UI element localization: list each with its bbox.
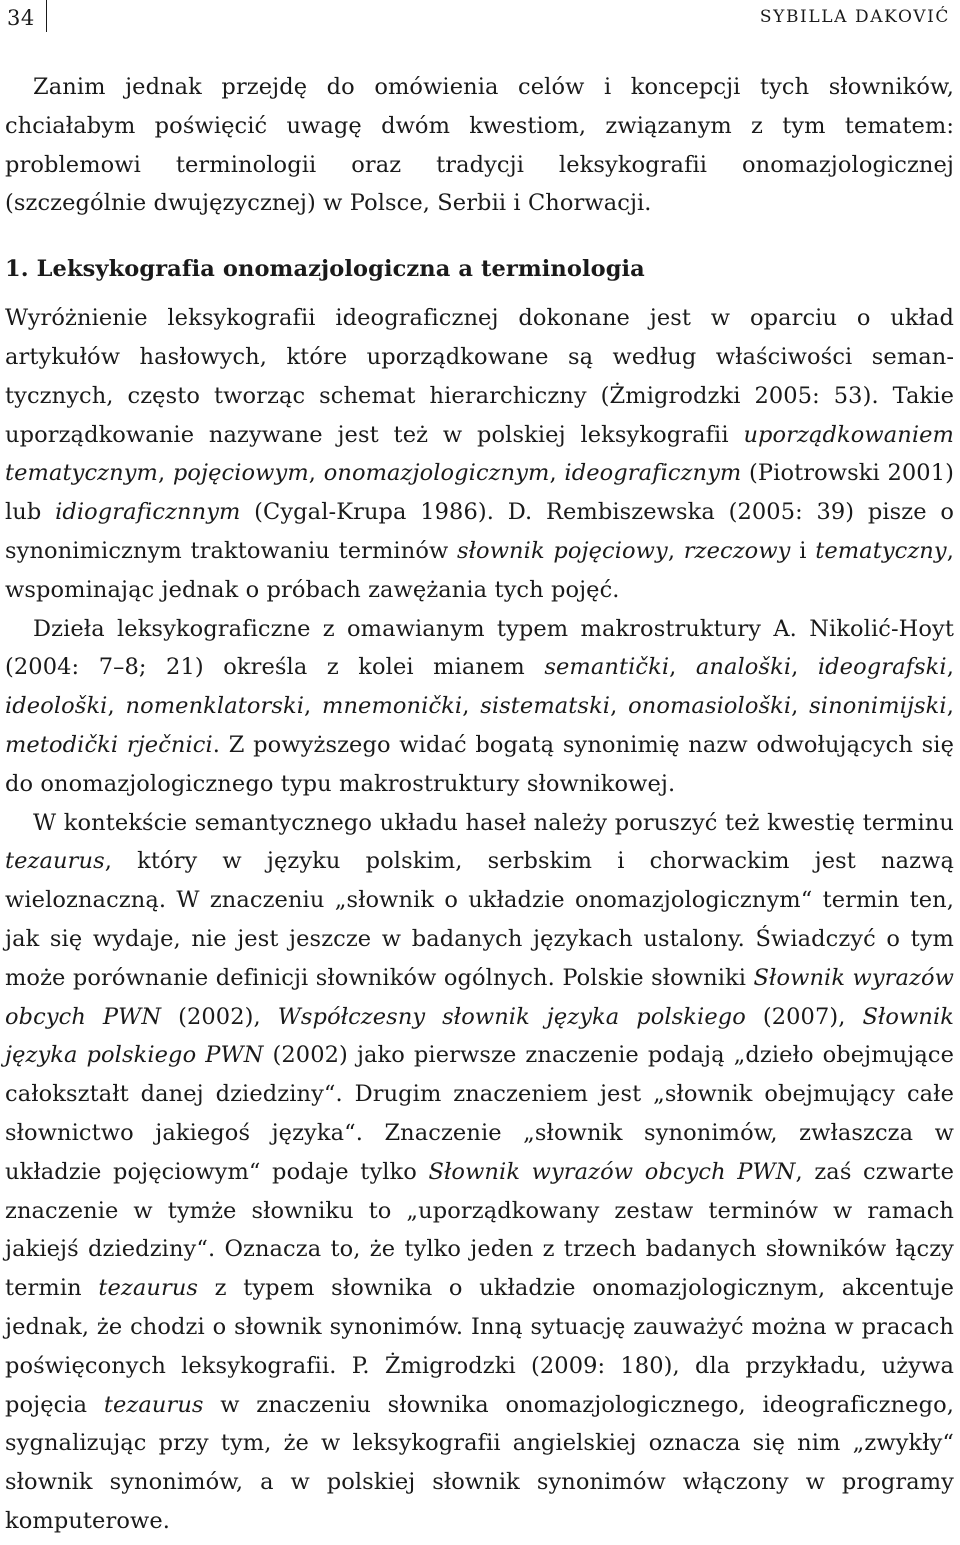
- italic-term: analoški: [695, 654, 792, 681]
- paragraph-2: Dzieła leksykograficzne z omawianym typem makrostruktury A. Nikolić-Hoyt (2004: 7–8; 21) określa z kolei mianem semantički, analoški, ideografski, ideološki, nomenklatorski, mnemonički, sistematski, onomasiološki, sinonimijski, metodički rječnici. Z powyższego widać bogatą synonimię nazw odwołujących się do onomazjologicznego typu makrostruktury słownikowej.: [5, 615, 954, 797]
- italic-term: sistematski: [480, 693, 611, 720]
- italic-term: słownik pojęciowy: [457, 537, 668, 564]
- italic-term: uporządkowaniem tematycznym: [5, 421, 954, 487]
- italic-term: tezaurus: [98, 1275, 199, 1302]
- italic-term: tematyczny: [815, 537, 947, 564]
- paragraph-1: Wyróżnienie leksykografii ideograficznej dokonane jest w oparciu o układ artykułów hasłowych, które uporządkowane są według właściwości semantycznych, często tworząc schemat hierarchiczny (Żmigrodzki 2005: 53). Takie uporządkowanie nazywane jest też w polskiej leksykografii uporządkowaniem tematycznym, pojęciowym, onomazjologicznym, ideograficznym (Piotrowski 2001) lub idiograficznnym (Cygal-Krupa 1986). D. Rembiszewska (2005: 39) pisze o synonimicznym traktowaniu terminów słownik pojęciowy, rzeczowy i tematyczny, wspominając jednak o próbach zawężania tych pojęć.: [5, 305, 954, 603]
- italic-term: onomazjologicznym: [323, 460, 550, 487]
- italic-term: mnemonički: [322, 693, 463, 720]
- italic-title: Słownik języka polskiego PWN: [5, 1003, 954, 1069]
- running-title-author: SYBILLA DAKOVIĆ: [759, 7, 950, 27]
- italic-term: tezaurus: [5, 848, 105, 875]
- italic-term: idiograficznnym: [55, 499, 241, 526]
- italic-term: semantički: [544, 654, 670, 681]
- italic-title: Słownik wyrazów obcych PWN: [5, 964, 954, 1030]
- running-head: [5, 0, 954, 40]
- header-divider: [46, 0, 47, 32]
- italic-term: ideografski: [817, 654, 947, 681]
- section-heading: 1. Leksykografia onomazjologiczna a terminologia: [5, 256, 645, 283]
- italic-term: rzeczowy: [683, 537, 791, 564]
- italic-term: sinonimijski: [809, 693, 947, 720]
- body-text: [5, 68, 954, 1541]
- intro-paragraph: Zanim jednak przejdę do omówienia celów i koncepcji tych słowników, chciałabym poświęcić uwagę dwóm kwestiom, związanym z tym tematem: problemowi terminologii oraz tradycji leksykografii onomazjologicznej (szczególnie dwujęzycznej) w Polsce, Serbii i Chorwacji.: [5, 74, 954, 217]
- paragraph-3: W kontekście semantycznego układu haseł należy poruszyć też kwestię terminu tezaurus, który w języku polskim, serbskim i chorwackim jest nazwą wieloznaczną. W znaczeniu „słownik o układzie onomazjologicznym“ termin ten, jak się wydaje, nie jest jeszcze w badanych językach ustalony. Świadczyć o tym może porównanie definicji słowników ogólnych. Polskie słowniki Słownik wyrazów obcych PWN (2002), Współczesny słownik języka polskiego (2007), Słownik języka polskiego PWN (2002) jako pierwsze znaczenie podają „dzieło obejmujące całokształt danej dziedziny“. Drugim znaczeniem jest „słownik obejmujący całe słownictwo jakiegoś języka“. Znaczenie „słownik synonimów, zwłaszcza w układzie pojęciowym“ podaje tylko Słownik wyrazów obcych PWN, zaś czwarte znaczenie w tymże słowniku to „uporządkowany zestaw terminów w ramach jakiejś dziedziny“. Oznacza to, że tylko jeden z trzech badanych słowników łączy termin tezaurus z typem słownika o układzie onomazjologicznym, akcentuje jednak, że chodzi o słownik synonimów. Inną sytuację zauważyć można w pracach poświęconych leksykografii. P. Żmigrodzki (2009: 180), dla przykładu, używa pojęcia tezaurus w znaczeniu słownika onomazjologicznego, ideograficznego, sygnalizując przy tym, że w leksykografii angielskiej oznacza się nim „zwykły“ słownik synonimów, a w polskiej słownik synonimów włączony w programy komputerowe.: [5, 809, 954, 1534]
- italic-term: tezaurus: [103, 1391, 204, 1418]
- italic-term: ideološki: [5, 693, 108, 720]
- italic-term: nomenklatorski: [125, 693, 305, 720]
- italic-term: ideograficznym: [564, 460, 742, 487]
- italic-term: metodički rječnici: [5, 731, 213, 758]
- italic-term: pojęciowym: [172, 460, 309, 487]
- italic-term: onomasiološki: [628, 693, 792, 720]
- page-number: 34: [7, 6, 35, 30]
- italic-title: Współczesny słownik języka polskiego: [277, 1003, 746, 1030]
- italic-title: Słownik wyrazów obcych PWN: [428, 1158, 796, 1185]
